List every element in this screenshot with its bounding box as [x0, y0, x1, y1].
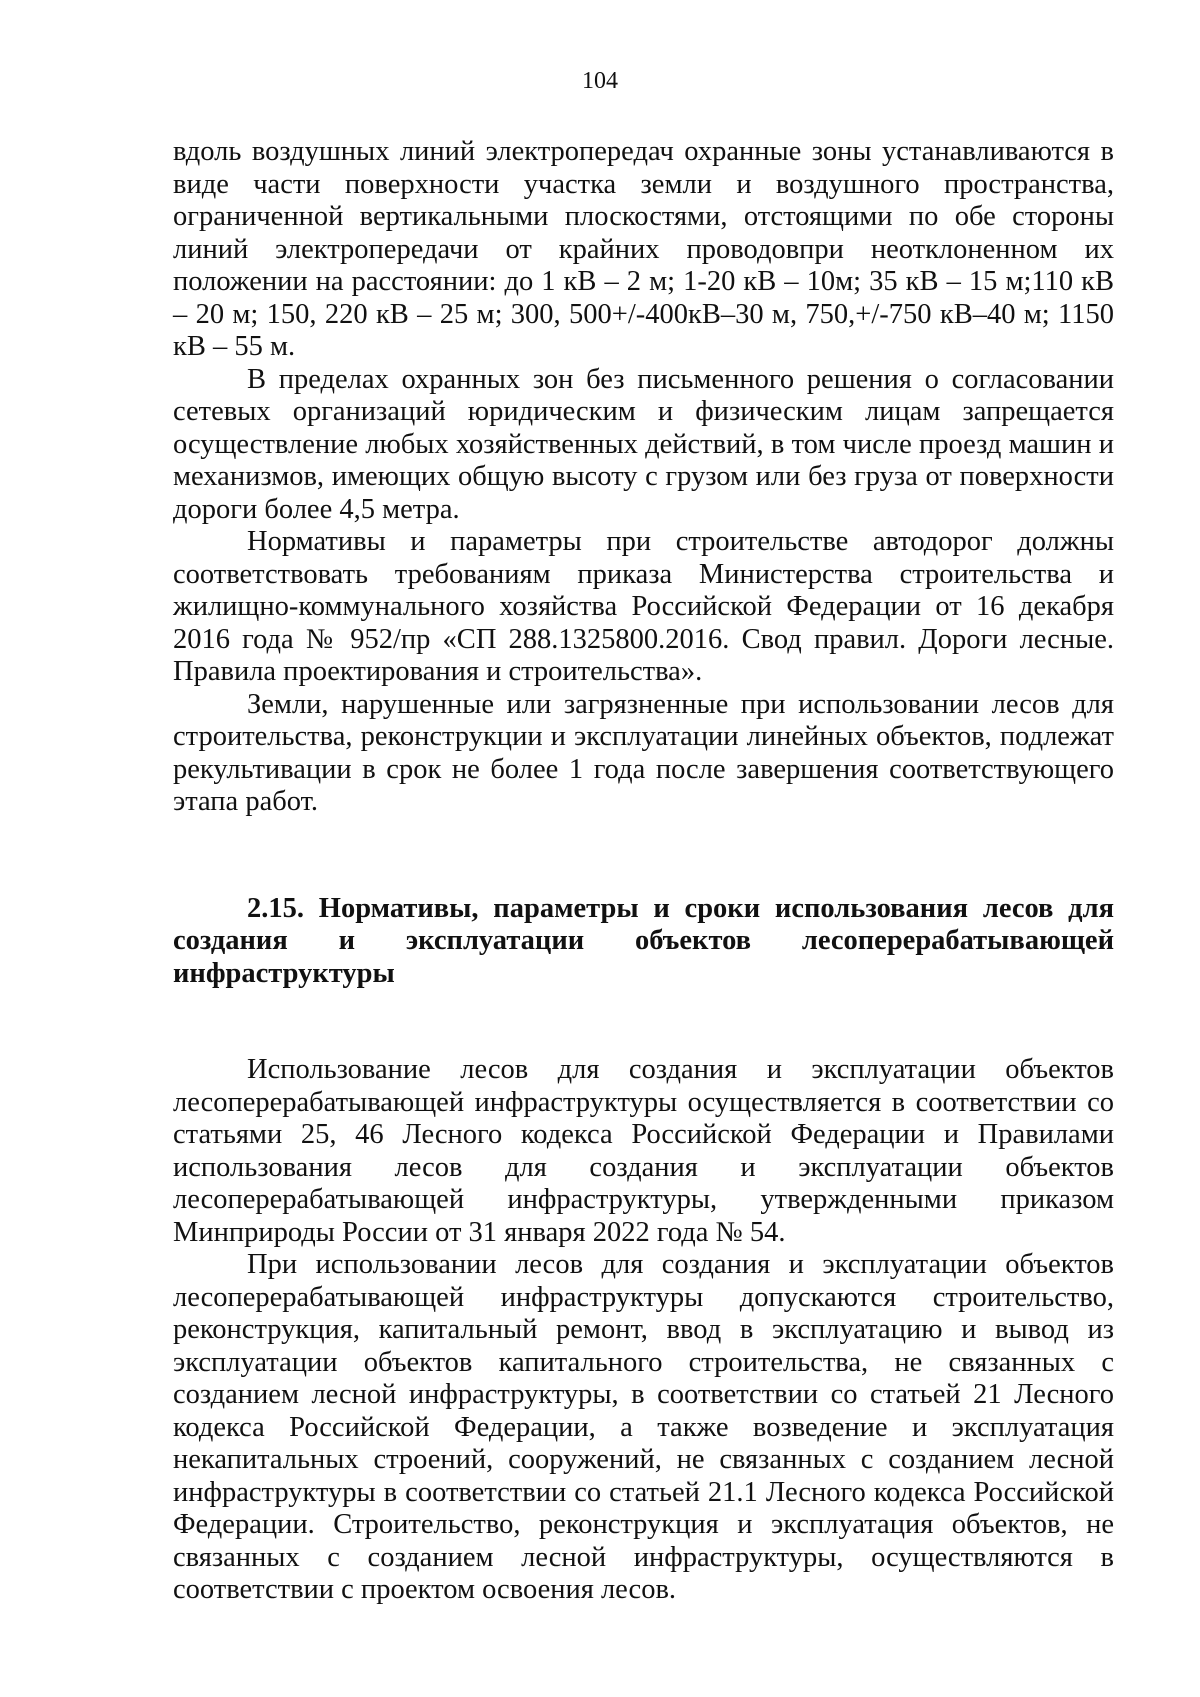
paragraph-road-standards: Нормативы и параметры при строительстве автодорог должны соответствовать требованиям приказа Министерства строительства и жилищно-коммунального хозяйства Российской Федерации от 16 декабря 2016 года № 952/пр «СП 288.1325800.2016. Свод правил. Дороги лесные. Правила проектирования и строительства». — [173, 526, 1114, 687]
document-body — [173, 136, 1114, 1607]
page-number: 104 — [582, 68, 618, 94]
paragraph-protected-zones: В пределах охранных зон без письменного решения о согласовании сетевых организаций юридическим и физическим лицам запрещается осуществление любых хозяйственных действий, в том числе проезд машин и механизмов, имеющих общую высоту с грузом или без груза от поверхности дороги более 4,5 метра. — [173, 363, 1114, 525]
section-heading: 2.15. Нормативы, параметры и сроки использования лесов для создания и эксплуатации объектов лесоперерабатывающей инфраструктуры — [173, 892, 1114, 989]
paragraph-land-recultivation: Земли, нарушенные или загрязненные при использовании лесов для строительства, реконструкции и эксплуатации линейных объектов, подлежат рекультивации в срок не более 1 года после завершения соответствующего этапа работ. — [173, 688, 1114, 817]
paragraph-construction-permitted: При использовании лесов для создания и эксплуатации объектов лесоперерабатывающей инфраструктуры допускаются строительство, реконструкция, капитальный ремонт, ввод в эксплуатацию и вывод из эксплуатации объектов капитального строительства, не связанных с созданием лесной инфраструктуры, в соответствии со статьей 21 Лесного кодекса Российской Федерации, а также возведение и эксплуатация некапитальных строений, сооружений, не связанных с созданием лесной инфраструктуры в соответствии со статьей 21.1 Лесного кодекса Российской Федерации. Строительство, реконструкция и эксплуатация объектов, не связанных с созданием лесной инфраструктуры, осуществляются в соответствии с проектом освоения лесов. — [173, 1249, 1114, 1605]
paragraph-continuation: вдоль воздушных линий электропередач охранные зоны устанавливаются в виде части поверхности участка земли и воздушного пространства, ограниченной вертикальными плоскостями, отстоящими по обе стороны линий электропередачи от крайних проводовпри неотклоненном их положении на расстоянии: до 1 кВ – 2 м; 1-20 кВ – 10м; 35 кВ – 15 м;110 кВ – 20 м; 150, 220 кВ – 25 м; 300, 500+/-400кВ–30 м, 750,+/-750 кВ–40 м; 1150 кВ – 55 м. — [173, 136, 1114, 362]
paragraph-forest-use: Использование лесов для создания и эксплуатации объектов лесоперерабатывающей инфраструктуры осуществляется в соответствии со статьями 25, 46 Лесного кодекса Российской Федерации и Правилами использования лесов для создания и эксплуатации объектов лесоперерабатывающей инфраструктуры, утвержденными приказом Минприроды России от 31 января 2022 года № 54. — [173, 1054, 1114, 1248]
